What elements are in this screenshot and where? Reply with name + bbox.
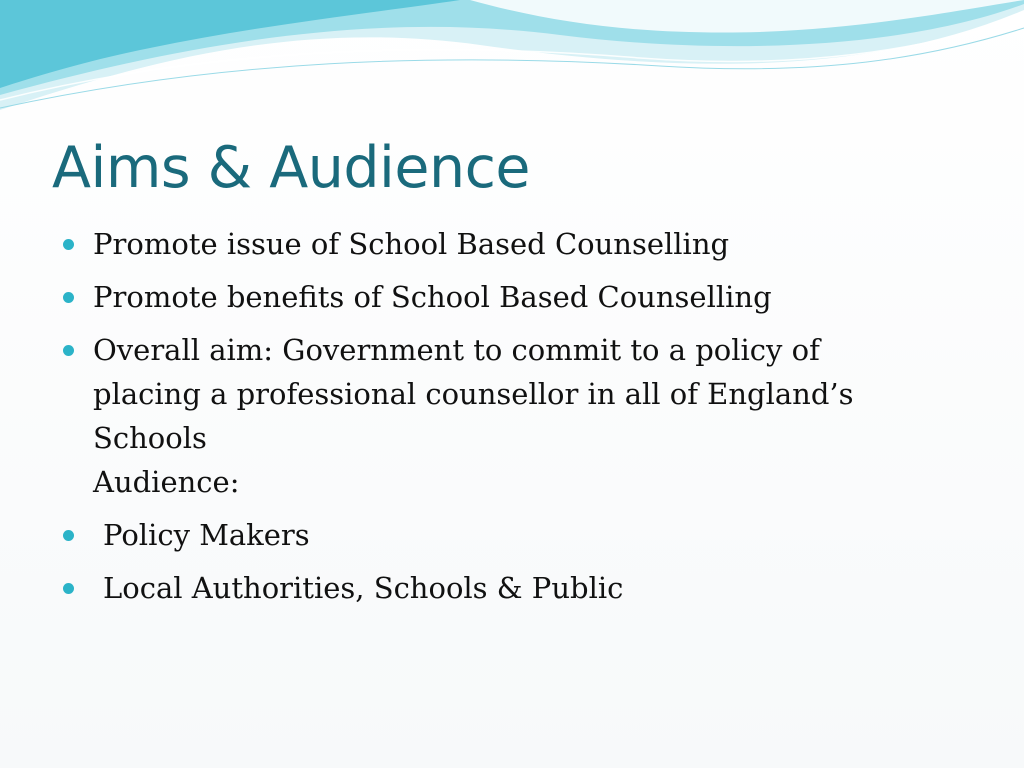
bullet-dot-icon	[63, 239, 74, 250]
bullet-text: Overall aim: Government to commit to a policy of placing a professional counsellor in all of England’s Schools Audience:	[93, 333, 854, 499]
bullet-text: Promote benefits of School Based Counselling	[93, 280, 772, 314]
list-item	[62, 222, 992, 266]
bullet-list	[62, 222, 992, 619]
bullet-dot-icon	[63, 583, 74, 594]
bullet-dot-icon	[63, 530, 74, 541]
bullet-dot-icon	[63, 345, 74, 356]
bullet-text: Promote issue of School Based Counselling	[93, 227, 730, 261]
list-item	[62, 513, 992, 557]
list-item	[62, 275, 992, 319]
bullet-dot-icon	[63, 292, 74, 303]
list-item	[62, 566, 992, 610]
list-item	[62, 328, 992, 504]
bullet-text: Policy Makers	[103, 518, 310, 552]
slide-title: Aims & Audience	[52, 135, 530, 201]
bullet-text: Local Authorities, Schools & Public	[103, 571, 624, 605]
decorative-wave-banner	[0, 0, 1024, 120]
